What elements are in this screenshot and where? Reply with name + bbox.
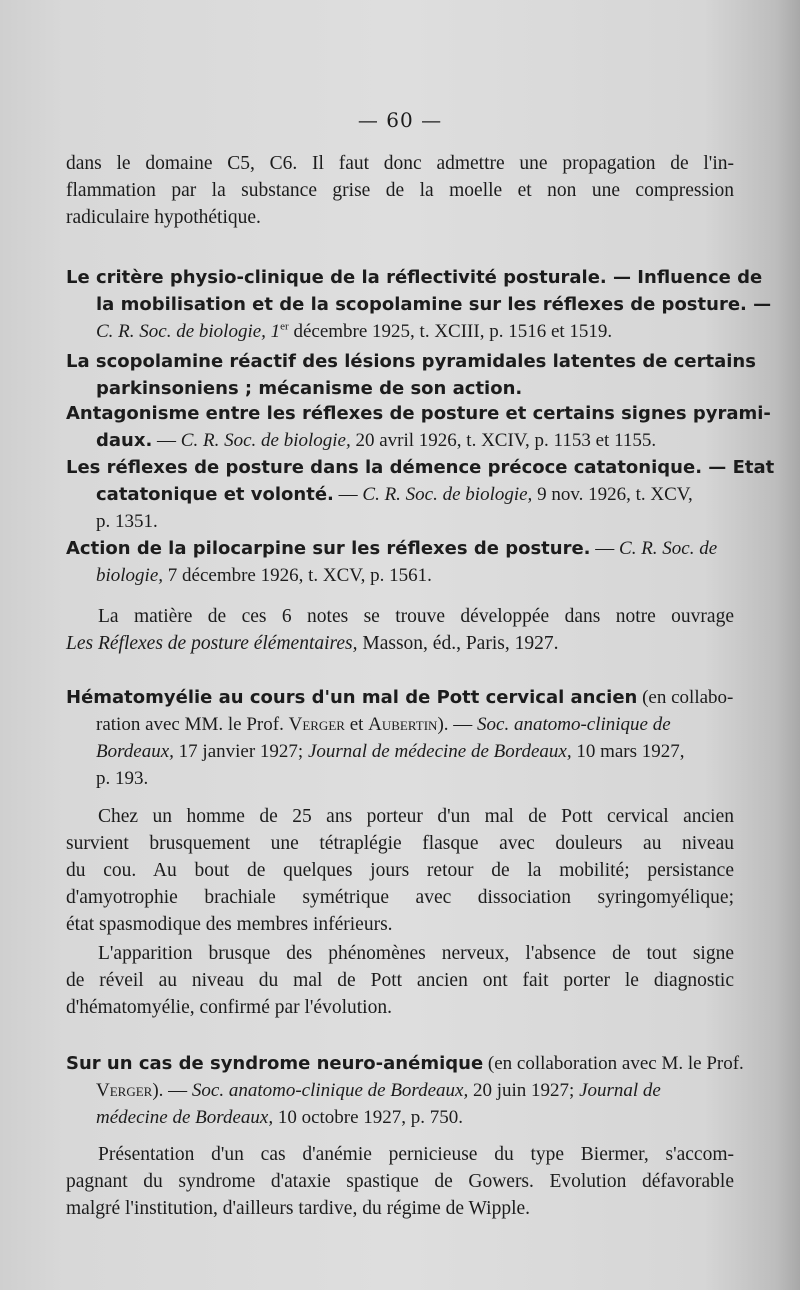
entry-reference: p. 193.: [96, 768, 149, 789]
text-line: survient brusquement une tétraplégie flasque avec douleurs au niveau: [66, 833, 734, 854]
bibliography-entry-pilocarpine: [66, 535, 734, 589]
text-line: Les Réflexes de posture élémentaires, Masson, éd., Paris, 1927.: [66, 633, 559, 654]
text-line: de réveil au niveau du mal de Pott ancien ont fait porter le diagnostic: [66, 970, 734, 991]
hematomyelie-discussion: [66, 940, 734, 1021]
entry-reference: Bordeaux, 17 janvier 1927; Journal de médecine de Bordeaux, 10 mars 1927,: [96, 741, 685, 762]
entry-reference: C. R. Soc. de biologie, 1er décembre 1925, t. XCIII, p. 1516 et 1519.: [96, 320, 613, 342]
text-line: Chez un homme de 25 ans porteur d'un mal de Pott cervical ancien: [98, 806, 734, 827]
text-line: état spasmodique des membres inférieurs.: [66, 914, 393, 935]
entry-title: la mobilisation et de la scopolamine sur les réflexes de posture. —: [96, 294, 772, 315]
page-number: — 60 —: [357, 108, 443, 132]
text-line: Présentation d'un cas d'anémie pernicieuse du type Biermer, s'accom-: [98, 1144, 734, 1165]
text-line: d'amyotrophie brachiale symétrique avec dissociation syringomyélique;: [66, 887, 734, 908]
bibliography-entry-reflectivite: [66, 264, 772, 345]
entry-title: La scopolamine réactif des lésions pyramidales latentes de certains: [66, 351, 756, 372]
entry-title: Antagonisme entre les réflexes de posture et certains signes pyrami-: [66, 403, 771, 424]
text-line: radiculaire hypothétique.: [66, 207, 261, 228]
bibliography-entry-hematomyelie: [66, 684, 734, 792]
text-line: La matière de ces 6 notes se trouve développée dans notre ouvrage: [98, 606, 734, 627]
syndrome-summary: [66, 1141, 734, 1222]
entry-title: parkinsoniens ; mécanisme de son action.: [96, 378, 523, 399]
bibliography-entry-scopolamine: [66, 348, 756, 402]
text-line: du cou. Au bout de quelques jours retour de la mobilité; persistance: [66, 860, 734, 881]
hematomyelie-summary: [66, 803, 734, 938]
entry-title: Sur un cas de syndrome neuro-anémique (en collaboration avec M. le Prof.: [66, 1053, 744, 1074]
note-paragraph: [66, 603, 734, 657]
entry-reference: biologie, 7 décembre 1926, t. XCV, p. 1561.: [96, 565, 432, 586]
entry-reference: ration avec MM. le Prof. Verger et Aubertin). — Soc. anatomo-clinique de: [96, 714, 671, 735]
entry-title: Les réflexes de posture dans la démence précoce catatonique. — Etat: [66, 457, 775, 478]
entry-reference: médecine de Bordeaux, 10 octobre 1927, p. 750.: [96, 1107, 464, 1128]
entry-title: Action de la pilocarpine sur les réflexes de posture. — C. R. Soc. de: [66, 538, 718, 559]
entry-reference: p. 1351.: [96, 511, 158, 532]
entry-reference: catatonique et volonté. — C. R. Soc. de biologie, 9 nov. 1926, t. XCV,: [96, 484, 693, 505]
bibliography-entry-demence: [66, 454, 775, 535]
bibliography-entry-syndrome: [66, 1050, 744, 1131]
entry-title: Le critère physio-clinique de la réflectivité posturale. — Influence de: [66, 267, 763, 288]
text-line: dans le domaine C5, C6. Il faut donc admettre une propagation de l'in-: [66, 153, 734, 174]
text-line: pagnant du syndrome d'ataxie spastique de Gowers. Evolution défavorable: [66, 1171, 734, 1192]
text-line: malgré l'institution, d'ailleurs tardive, du régime de Wipple.: [66, 1198, 531, 1219]
text-line: d'hématomyélie, confirmé par l'évolution.: [66, 997, 392, 1018]
entry-title: Hématomyélie au cours d'un mal de Pott cervical ancien (en collabo-: [66, 687, 734, 708]
text-line: L'apparition brusque des phénomènes nerveux, l'absence de tout signe: [98, 943, 734, 964]
entry-reference: Verger). — Soc. anatomo-clinique de Bordeaux, 20 juin 1927; Journal de: [96, 1080, 661, 1101]
text-line: flammation par la substance grise de la moelle et non une compression: [66, 180, 734, 201]
entry-reference: daux. — C. R. Soc. de biologie, 20 avril 1926, t. XCIV, p. 1153 et 1155.: [96, 430, 657, 451]
intro-paragraph: [66, 150, 734, 231]
bibliography-entry-antagonisme: [66, 400, 771, 454]
